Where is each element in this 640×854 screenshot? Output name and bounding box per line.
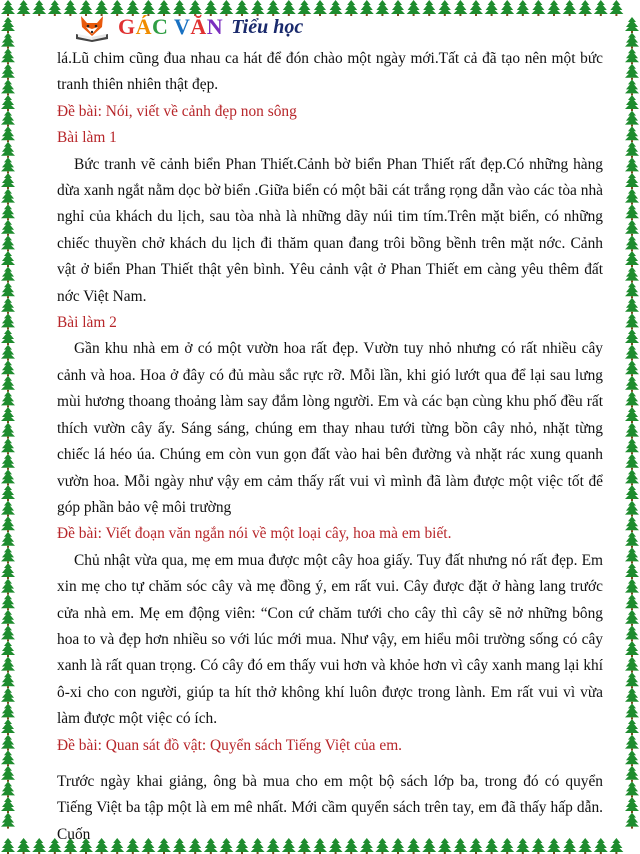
tree-icon <box>625 64 639 80</box>
brand-title: GÁC VĂN <box>118 14 224 39</box>
tree-icon <box>609 0 623 16</box>
tree-icon <box>1 672 15 688</box>
tree-icon <box>1 501 15 517</box>
tree-icon <box>625 719 639 735</box>
tree-icon <box>625 469 639 485</box>
tree-icon <box>1 547 15 563</box>
tree-icon <box>1 750 15 766</box>
tree-icon <box>625 48 639 64</box>
essay-label: Bài làm 2 <box>57 314 117 332</box>
tree-icon <box>1 781 15 797</box>
tree-icon <box>625 189 639 205</box>
tree-icon <box>609 838 623 854</box>
tree-icon <box>625 126 639 142</box>
paragraph: lá.Lũ chim cũng đua nhau ca hát để đón chào một ngày mới.Tất cả đã tạo nên một bức tranh thiên nhiên thật đẹp. <box>57 50 603 94</box>
tree-icon <box>1 173 15 189</box>
tree-icon <box>32 0 46 16</box>
essay-label: Bài làm 1 <box>57 129 117 147</box>
tree-icon <box>1 235 15 251</box>
tree-icon <box>625 703 639 719</box>
document-body <box>57 46 603 848</box>
tree-icon <box>625 345 639 361</box>
assignment-heading: Đề bài: Nói, viết về cảnh đẹp non sông <box>57 102 297 120</box>
tree-icon <box>1 423 15 439</box>
tree-icon <box>625 501 639 517</box>
tree-icon <box>1 48 15 64</box>
tree-icon <box>422 0 436 16</box>
tree-icon <box>625 360 639 376</box>
tree-icon <box>1 329 15 345</box>
tree-border-right <box>624 0 640 854</box>
tree-icon <box>625 329 639 345</box>
tree-icon <box>391 0 405 16</box>
tree-icon <box>1 438 15 454</box>
tree-icon <box>1 126 15 142</box>
tree-icon <box>625 79 639 95</box>
tree-icon <box>1 532 15 548</box>
tree-icon <box>469 0 483 16</box>
tree-icon <box>625 407 639 423</box>
tree-icon <box>625 781 639 797</box>
tree-icon <box>1 625 15 641</box>
tree-icon <box>1 157 15 173</box>
tree-icon <box>438 0 452 16</box>
tree-icon <box>625 235 639 251</box>
tree-icon <box>1 594 15 610</box>
tree-icon <box>625 579 639 595</box>
tree-icon <box>1 719 15 735</box>
tree-icon <box>625 111 639 127</box>
tree-icon <box>407 0 421 16</box>
tree-icon <box>1 345 15 361</box>
tree-icon <box>625 672 639 688</box>
tree-icon <box>625 438 639 454</box>
tree-border-left <box>0 0 16 854</box>
tree-icon <box>1 407 15 423</box>
tree-icon <box>1 766 15 782</box>
tree-icon <box>1 735 15 751</box>
tree-icon <box>625 33 639 49</box>
tree-icon <box>625 594 639 610</box>
tree-icon <box>625 376 639 392</box>
tree-icon <box>625 95 639 111</box>
tree-icon <box>625 547 639 563</box>
tree-icon <box>485 0 499 16</box>
paragraph: Gần khu nhà em ở có một vườn hoa rất đẹp. Vườn tuy nhỏ nhưng có rất nhiều cây cảnh và hoa. Hoa ở đây có đủ màu sắc rực rỡ. Mỗi lần, khi gió lướt qua để lại sau lưng mùi hương thoang thoảng làm say đắm lòng người. Em và các bạn cùng khu phố đều rất thích vườn cây ấy. Sáng sáng, chúng em thay nhau tưới từng bồn cây nhỏ, nhặt từng chiếc lá héo úa. Chúng em còn vun gọn đất vào hai bên đường và nhặt rác xung quanh vườn hoa. Mỗi ngày như vậy em cảm thấy rất vui vì mình đã làm được một việc tốt để góp phần bảo vệ môi trường <box>57 340 603 516</box>
tree-icon <box>625 813 639 829</box>
tree-icon <box>531 0 545 16</box>
paragraph: Chủ nhật vừa qua, mẹ em mua được một cây hoa giấy. Tuy đất nhưng nó rất đẹp. Em xin mẹ cho tự chăm sóc cây và mẹ đồng ý, em rất vui. Cây được đặt ở hàng lang trước cửa nhà em. Mẹ em động viên: “Con cứ chăm tưới cho cây thì cây sẽ nở những bông hoa to và đẹp hơn nhiều so với lúc mới mua. Như vậy, em hiểu môi trường sống có cây xanh là rất quan trọng. Có cây đó em thấy vui hơn và khỏe hơn vì cây xanh mang lại khí ô-xi cho con người, giúp ta hít thở không khí luôn được trong lành. Em rất vui vì vừa làm được một việc có ích. <box>57 551 603 728</box>
tree-icon <box>1 95 15 111</box>
spacer <box>57 759 603 769</box>
tree-icon <box>313 0 327 16</box>
tree-icon <box>1 282 15 298</box>
tree-icon <box>1 111 15 127</box>
tree-icon <box>1 485 15 501</box>
tree-icon <box>625 797 639 813</box>
tree-icon <box>625 641 639 657</box>
tree-icon <box>1 189 15 205</box>
tree-icon <box>625 750 639 766</box>
tree-icon <box>1 298 15 314</box>
tree-icon <box>547 0 561 16</box>
tree-icon <box>360 0 374 16</box>
tree-icon <box>1 267 15 283</box>
tree-icon <box>625 313 639 329</box>
tree-icon <box>1 469 15 485</box>
fox-book-logo-icon <box>72 12 112 42</box>
tree-icon <box>1 688 15 704</box>
tree-icon <box>625 204 639 220</box>
tree-icon <box>625 251 639 267</box>
tree-icon <box>1 360 15 376</box>
tree-icon <box>625 298 639 314</box>
tree-icon <box>1 391 15 407</box>
tree-icon <box>625 391 639 407</box>
tree-icon <box>625 610 639 626</box>
tree-icon <box>625 142 639 158</box>
tree-icon <box>1 17 15 33</box>
tree-icon <box>1 64 15 80</box>
tree-icon <box>625 282 639 298</box>
tree-icon <box>1 454 15 470</box>
tree-icon <box>344 0 358 16</box>
tree-icon <box>1 376 15 392</box>
tree-icon <box>1 703 15 719</box>
tree-icon <box>625 766 639 782</box>
tree-icon <box>1 220 15 236</box>
tree-icon <box>1 516 15 532</box>
tree-icon <box>1 142 15 158</box>
tree-icon <box>1 79 15 95</box>
paragraph: Bức tranh vẽ cảnh biển Phan Thiết.Cảnh bờ biển Phan Thiết rất đẹp.Có những hàng dừa xanh ngắt nằm dọc bờ biển .Giữa biển có một bãi cát trắng rọng dẫn vào các tòa nhà nghỉ của khách du lịch, sau tòa nhà là những dãy núi tim tím.Trên mặt biển, có những chiếc thuyền chở khách du lịch đi thăm quan đang trôi bồng bềnh trên mặt nớc. Cảnh vật ở biển Phan Thiết thật yên bình. Yêu cảnh vật ở Phan Thiết em càng yêu thêm đất nớc Việt Nam. <box>57 155 603 305</box>
tree-icon <box>1 813 15 829</box>
tree-icon <box>1 251 15 267</box>
tree-icon <box>625 220 639 236</box>
brand-subtitle: Tiểu học <box>231 15 304 38</box>
tree-icon <box>625 532 639 548</box>
tree-icon <box>625 657 639 673</box>
tree-icon <box>625 454 639 470</box>
tree-icon <box>1 797 15 813</box>
tree-icon <box>17 0 31 16</box>
tree-icon <box>625 173 639 189</box>
tree-icon <box>625 423 639 439</box>
tree-icon <box>1 579 15 595</box>
tree-icon <box>453 0 467 16</box>
tree-icon <box>1 657 15 673</box>
tree-icon <box>594 0 608 16</box>
tree-icon <box>48 0 62 16</box>
tree-icon <box>563 0 577 16</box>
tree-icon <box>625 688 639 704</box>
tree-icon <box>1 563 15 579</box>
tree-icon <box>625 157 639 173</box>
tree-icon <box>1 33 15 49</box>
tree-icon <box>17 838 31 854</box>
tree-icon <box>625 17 639 33</box>
paragraph: Trước ngày khai giảng, ông bà mua cho em một bộ sách lớp ba, trong đó có quyển Tiếng Việt ba tập một là em mê nhất. Mới cầm quyển sách trên tay, em đã thấy hấp dẫn. Cuốn <box>57 772 603 843</box>
tree-icon <box>625 735 639 751</box>
tree-icon <box>625 267 639 283</box>
tree-icon <box>625 563 639 579</box>
tree-icon <box>1 610 15 626</box>
tree-icon <box>1 641 15 657</box>
tree-icon <box>516 0 530 16</box>
tree-icon <box>625 485 639 501</box>
assignment-heading: Đề bài: Viết đoạn văn ngắn nói về một loại cây, hoa mà em biết. <box>57 525 452 543</box>
tree-icon <box>500 0 514 16</box>
tree-icon <box>625 625 639 641</box>
assignment-heading: Đề bài: Quan sát đồ vật: Quyển sách Tiếng Việt của em. <box>57 736 403 754</box>
tree-icon <box>625 516 639 532</box>
tree-icon <box>578 0 592 16</box>
tree-icon <box>1 313 15 329</box>
tree-icon <box>375 0 389 16</box>
tree-icon <box>1 204 15 220</box>
tree-icon <box>329 0 343 16</box>
page-header <box>72 12 303 42</box>
tree-icon <box>32 838 46 854</box>
